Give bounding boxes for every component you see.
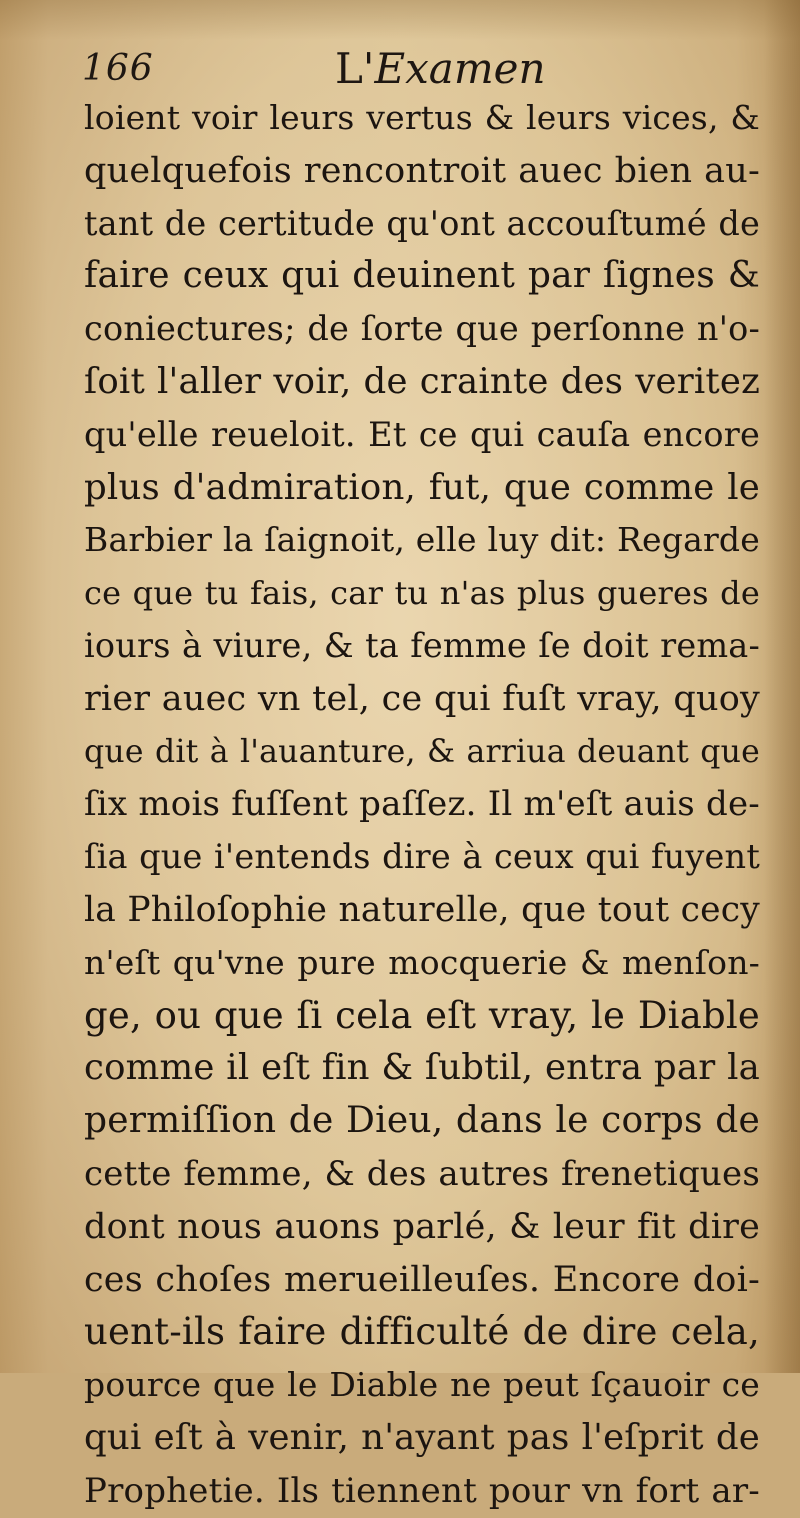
text-line: que dit à l'auanture, & arriua deuant que	[84, 733, 760, 770]
running-title	[335, 44, 546, 93]
text-line: ſia que i'entends dire à ceux qui fuyent	[84, 837, 760, 877]
text-line: ſoit l'aller voir, de crainte des veritez	[84, 360, 760, 402]
running-title-prefix: L'	[335, 44, 375, 93]
text-line: coniectures; de ſorte que perſonne n'o-	[84, 309, 760, 349]
text-line: Barbier la ſaignoit, elle luy dit: Regarde	[84, 520, 760, 560]
text-line: ces choſes merueilleuſes. Encore doi-	[84, 1259, 760, 1300]
running-title-word: Examen	[374, 44, 546, 93]
text-line: qui eſt à venir, n'ayant pas l'eſprit de	[84, 1416, 760, 1458]
page-gutter-shadow	[764, 0, 800, 1373]
text-line: tant de certitude qu'ont accouſtumé de	[84, 203, 760, 243]
page-number: 166	[82, 48, 154, 89]
text-line: dont nous auons parlé, & leur fit dire	[84, 1206, 760, 1247]
text-line: faire ceux qui deuinent par ſignes &	[84, 255, 760, 297]
text-line: ſix mois fuſſent paſſez. Il m'eſt auis de-	[84, 784, 760, 825]
body-text	[84, 92, 760, 1518]
text-line: n'eſt qu'vne pure mocquerie & menſon-	[84, 942, 760, 982]
text-line: loient voir leurs vertus & leurs vices, &	[84, 98, 760, 137]
text-line: uent-ils faire difficulté de dire cela,	[84, 1310, 760, 1354]
page-top-shadow	[0, 0, 800, 40]
text-line: ce que tu fais, car tu n'as plus gueres de	[84, 574, 760, 613]
text-line: ge, ou que ſi cela eſt vray, le Diable	[84, 993, 760, 1037]
text-line: comme il eſt fin & ſubtil, entra par la	[84, 1047, 760, 1089]
text-line: plus d'admiration, fut, que comme le	[84, 466, 760, 508]
text-line: qu'elle reueloit. Et ce qui cauſa encore	[84, 414, 760, 454]
text-line: permiſſion de Dieu, dans le corps de	[84, 1100, 760, 1142]
text-line: la Philoſophie naturelle, que tout cecy	[84, 889, 760, 930]
text-line: rier auec vn tel, ce qui fuſt vray, quoy	[84, 678, 760, 719]
text-line: cette femme, & des autres frenetiques	[84, 1153, 760, 1194]
text-line: pource que le Diable ne peut ſçauoir ce	[84, 1365, 760, 1405]
text-line: iours à viure, & ta femme ſe doit rema-	[84, 625, 760, 665]
text-line: Prophetie. Ils tiennent pour vn fort ar-	[84, 1470, 760, 1511]
text-line: quelquefois rencontroit auec bien au-	[84, 150, 760, 191]
